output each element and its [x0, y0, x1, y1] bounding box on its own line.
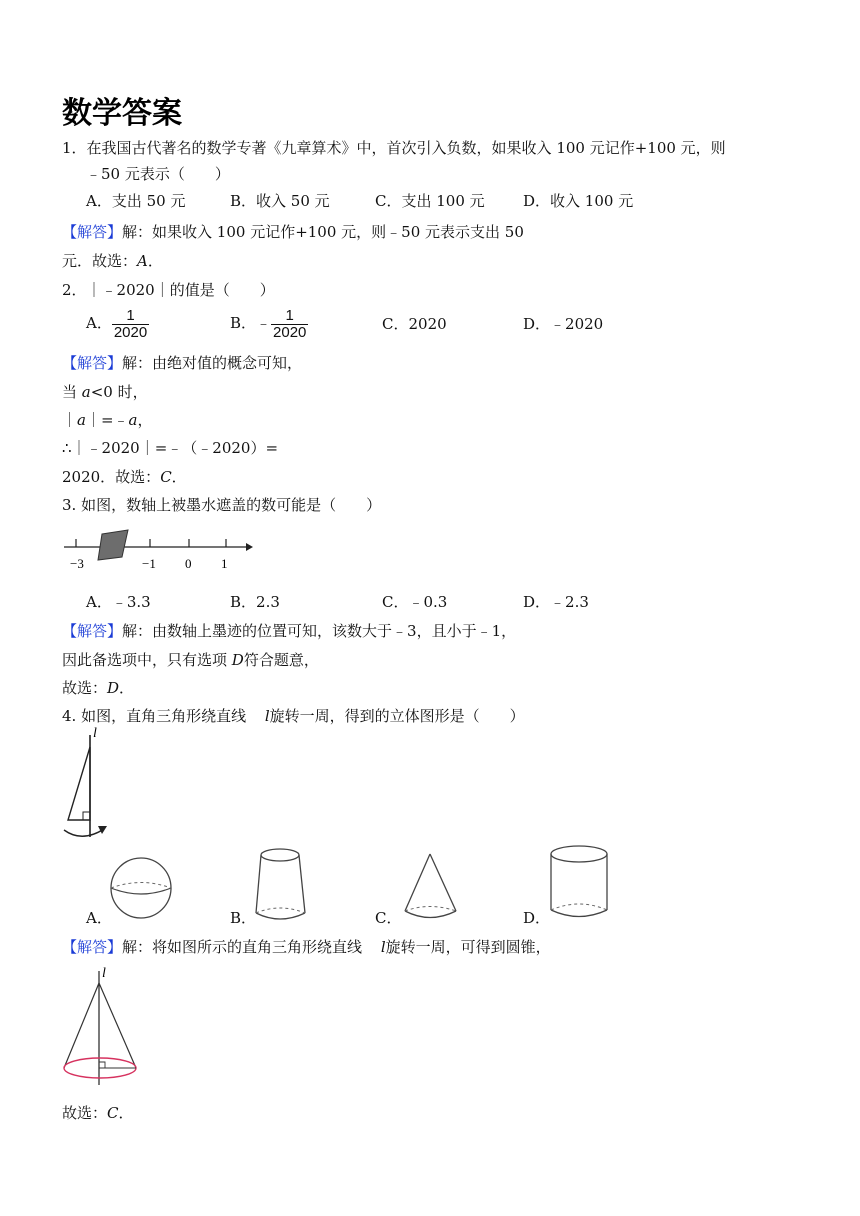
answer-tag: 【解答】 — [62, 354, 123, 372]
tick-label: 1 — [221, 556, 228, 571]
answer-tag: 【解答】 — [62, 223, 123, 241]
q4-option-c-label: C． — [375, 909, 402, 927]
q3-solution-line2: 因此备选项中，只有选项 D符合题意， — [62, 651, 319, 669]
ink-blot — [98, 530, 128, 560]
q2-option-c: C．2020 — [382, 315, 447, 333]
q1-option-b: B．收入 50 元 — [230, 192, 330, 210]
q2-solution-line5: 2020．故选：C． — [62, 468, 187, 486]
q2-option-b: B．﹣ $\frac{1}{2020}$ — [230, 306, 307, 341]
solution-cone-figure — [60, 963, 150, 1088]
tick-label: 0 — [185, 556, 192, 571]
cylinder-figure — [548, 843, 614, 925]
q4-final-line: 故选：C． — [62, 1104, 134, 1122]
q1-answer: A — [137, 252, 148, 270]
rotation-arrow — [64, 829, 104, 836]
right-triangle — [68, 747, 90, 820]
number-line-figure — [60, 526, 260, 576]
fraction: $\frac{1}{2020}$ — [113, 306, 148, 341]
q3-option-d: D．﹣2.3 — [523, 593, 589, 611]
q4-answer: C — [107, 1104, 119, 1122]
sphere-figure — [108, 855, 178, 925]
q2-solution-line1: 【解答】解：由绝对值的概念可知， — [62, 354, 303, 372]
q3-option-c: C．﹣0.3 — [382, 593, 448, 611]
q2-solution-line4: ∴｜﹣2020｜=﹣（﹣2020）= — [62, 439, 279, 457]
q3-option-b: B．2.3 — [230, 593, 280, 611]
q3-solution-line3: 故选：D． — [62, 679, 135, 697]
q2-option-d: D．﹣2020 — [523, 315, 604, 333]
cone-figure — [398, 850, 464, 925]
arrow-head — [98, 826, 107, 834]
q2-solution-line2: 当 a<0 时， — [62, 383, 148, 401]
frustum-figure — [252, 845, 312, 925]
q1-stem-line2: ﹣50 元表示（ ） — [86, 165, 230, 183]
q2-solution-line3: ｜a｜=﹣a， — [62, 411, 153, 429]
q4-option-d-label: D． — [523, 909, 551, 927]
tick-label: −3 — [70, 556, 84, 571]
fraction: $\frac{1}{2020}$ — [273, 306, 307, 341]
q3-stem: 3. 如图，数轴上被墨水遮盖的数可能是（ ） — [62, 496, 382, 514]
q3-answer: D — [107, 679, 120, 697]
q1-stem-line1: 1．在我国古代著名的数学专著《九章算术》中，首次引入负数，如果收入 100 元记作+100 元，则 — [62, 139, 726, 157]
right-angle-mark — [99, 1062, 105, 1068]
axis-label-l: l — [93, 726, 97, 741]
q4-option-a-label: A． — [86, 909, 112, 927]
q1-option-c: C．支出 100 元 — [375, 192, 485, 210]
page-title: 数学答案 — [62, 96, 182, 131]
q2-option-a: A． $\frac{1}{2020}$ — [86, 306, 148, 341]
q1-option-d: D．收入 100 元 — [523, 192, 634, 210]
q4-stem: 4. 如图，直角三角形绕直线 l旋转一周，得到的立体图形是（ ） — [62, 707, 525, 725]
rotation-triangle-figure — [60, 725, 120, 845]
arrow-head — [246, 543, 253, 551]
q3-solution-line1: 【解答】解：由数轴上墨迹的位置可知，该数大于﹣3，且小于﹣1， — [62, 622, 517, 640]
q4-option-b-label: B． — [230, 909, 257, 927]
q4-solution-line1: 【解答】解：将如图所示的直角三角形绕直线 l旋转一周，可得到圆锥， — [62, 938, 551, 956]
tick-label: −1 — [142, 556, 156, 571]
answer-tag: 【解答】 — [62, 938, 123, 956]
q2-stem: 2．｜﹣2020｜的值是（ ） — [62, 281, 275, 299]
axis-label-l: l — [102, 966, 106, 981]
q2-answer: C — [160, 468, 172, 486]
q1-solution-line2: 元．故选：A． — [62, 252, 163, 270]
q1-option-a: A．支出 50 元 — [86, 192, 186, 210]
q3-option-a: A．﹣3.3 — [86, 593, 151, 611]
q1-solution-line1: 【解答】解：如果收入 100 元记作+100 元，则﹣50 元表示支出 50 — [62, 223, 524, 241]
right-angle-mark — [83, 812, 90, 820]
answer-tag: 【解答】 — [62, 622, 123, 640]
